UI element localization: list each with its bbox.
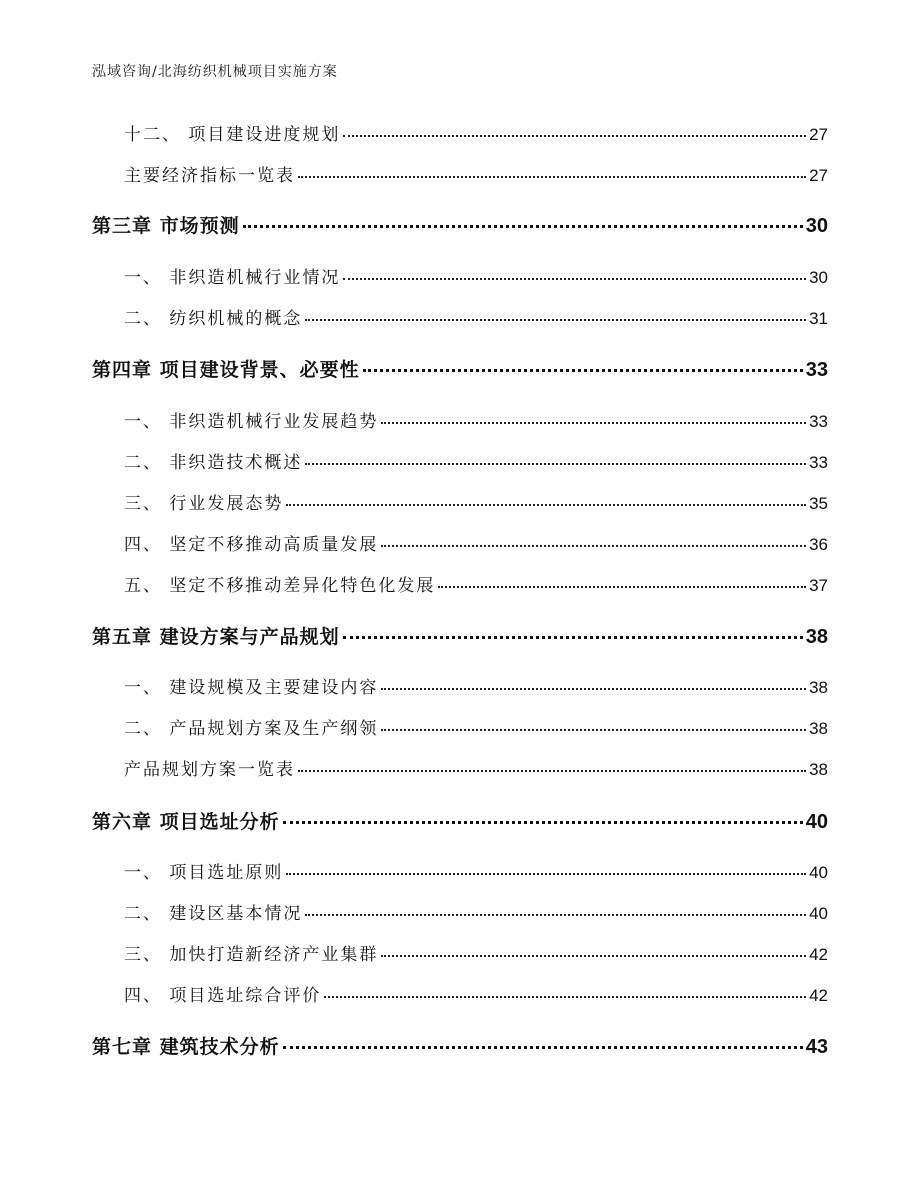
toc-page-number: 38 <box>809 678 828 697</box>
toc-leader-dots <box>381 545 806 547</box>
toc-leader-dots <box>283 1046 803 1049</box>
toc-chapter[interactable] <box>92 212 828 240</box>
toc-leader-dots <box>286 504 806 506</box>
toc-entry-label: 二、 非织造技术概述 <box>124 453 303 473</box>
toc-entry-label: 三、 加快打造新经济产业集群 <box>124 945 379 965</box>
toc-page-number: 33 <box>809 453 828 472</box>
toc-entry[interactable] <box>124 574 828 598</box>
toc-entry[interactable] <box>124 943 828 967</box>
running-header: 泓域咨询/北海纺织机械项目实施方案 <box>92 64 338 80</box>
toc-leader-dots <box>381 688 806 690</box>
toc-leader-dots <box>243 225 803 228</box>
toc-page-number: 27 <box>809 125 828 144</box>
toc-leader-dots <box>381 955 806 957</box>
toc-page-number: 40 <box>809 863 828 882</box>
toc-entry[interactable] <box>124 123 828 147</box>
toc-entry[interactable] <box>124 451 828 475</box>
toc-entry[interactable] <box>124 676 828 700</box>
toc-page-number: 36 <box>809 535 828 554</box>
toc-entry-label: 二、 纺织机械的概念 <box>124 309 303 329</box>
toc-leader-dots <box>343 636 803 639</box>
toc-entry-label: 二、 建设区基本情况 <box>124 904 303 924</box>
toc-entry[interactable] <box>124 717 828 741</box>
toc-entry[interactable] <box>124 492 828 516</box>
toc-chapter-label: 第三章 市场预测 <box>92 215 240 237</box>
toc-page-number: 27 <box>809 166 828 185</box>
toc-leader-dots <box>305 914 806 916</box>
toc-leader-dots <box>363 369 803 372</box>
toc-leader-dots <box>283 821 803 824</box>
toc-chapter[interactable] <box>92 1033 828 1061</box>
toc-page-number: 43 <box>805 1036 828 1058</box>
toc-entry[interactable] <box>124 410 828 434</box>
toc-page-number: 35 <box>809 494 828 513</box>
toc-page-number: 30 <box>809 268 828 287</box>
toc-chapter[interactable] <box>92 808 828 836</box>
toc-chapter-label: 第五章 建设方案与产品规划 <box>92 626 340 648</box>
toc-page-number: 42 <box>809 945 828 964</box>
toc-entry-label: 十二、 项目建设进度规划 <box>124 125 341 145</box>
toc-leader-dots <box>343 278 806 280</box>
toc-leader-dots <box>381 422 806 424</box>
toc-entry-label: 一、 项目选址原则 <box>124 863 284 883</box>
toc-page-number: 30 <box>805 215 828 237</box>
toc-leader-dots <box>298 770 806 772</box>
toc-entry-label: 主要经济指标一览表 <box>124 166 295 186</box>
toc-entry-label: 一、 非织造机械行业情况 <box>124 268 341 288</box>
toc-chapter-label: 第六章 项目选址分析 <box>92 811 280 833</box>
toc-entry-label: 产品规划方案一览表 <box>124 760 295 780</box>
toc-entry[interactable] <box>124 266 828 290</box>
toc-page-number: 31 <box>809 309 828 328</box>
toc-page-number: 38 <box>809 760 828 779</box>
toc-chapter-label: 第七章 建筑技术分析 <box>92 1036 280 1058</box>
toc-page-number: 33 <box>805 359 828 381</box>
toc-leader-dots <box>305 463 806 465</box>
toc-entry-label: 一、 非织造机械行业发展趋势 <box>124 412 379 432</box>
toc-leader-dots <box>381 729 806 731</box>
toc-entry-label: 三、 行业发展态势 <box>124 494 284 514</box>
toc-entry[interactable] <box>124 533 828 557</box>
toc-entry[interactable] <box>124 164 828 188</box>
toc-entry-label: 五、 坚定不移推动差异化特色化发展 <box>124 576 436 596</box>
toc-entry-label: 二、 产品规划方案及生产纲领 <box>124 719 379 739</box>
toc-page-number: 33 <box>809 412 828 431</box>
toc-entry[interactable] <box>124 984 828 1008</box>
toc-entry[interactable] <box>124 758 828 782</box>
toc-leader-dots <box>298 176 806 178</box>
toc-entry-label: 一、 建设规模及主要建设内容 <box>124 678 379 698</box>
toc-page-number: 38 <box>809 719 828 738</box>
toc-entry[interactable] <box>124 902 828 926</box>
toc-entry-label: 四、 坚定不移推动高质量发展 <box>124 535 379 555</box>
toc-leader-dots <box>343 135 806 137</box>
toc-page-number: 38 <box>805 626 828 648</box>
toc-page-number: 42 <box>809 986 828 1005</box>
toc-entry[interactable] <box>124 861 828 885</box>
toc-entry[interactable] <box>124 307 828 331</box>
toc-page-number: 40 <box>809 904 828 923</box>
toc-leader-dots <box>438 586 806 588</box>
toc-leader-dots <box>286 873 806 875</box>
toc-leader-dots <box>324 996 806 998</box>
toc-chapter[interactable] <box>92 623 828 651</box>
toc-chapter-label: 第四章 项目建设背景、必要性 <box>92 359 360 381</box>
toc-page-number: 37 <box>809 576 828 595</box>
toc-entry-label: 四、 项目选址综合评价 <box>124 986 322 1006</box>
toc-chapter[interactable] <box>92 356 828 384</box>
toc-page-number: 40 <box>805 811 828 833</box>
toc-leader-dots <box>305 319 806 321</box>
